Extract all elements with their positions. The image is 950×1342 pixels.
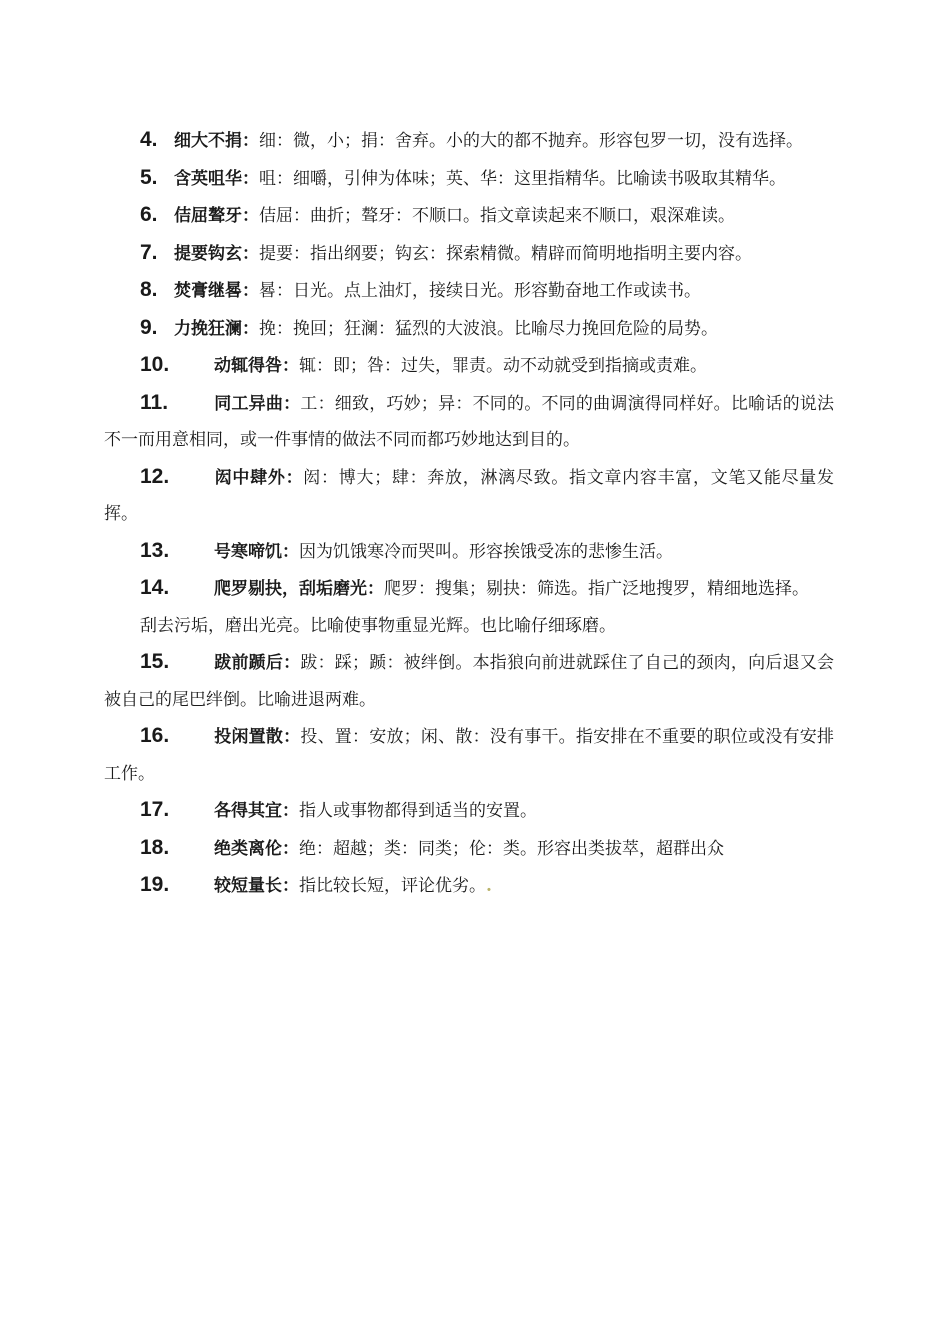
- entry-number: 17.: [140, 798, 170, 821]
- entry-number: 10.: [140, 353, 170, 376]
- idiom-entry-5: [104, 160, 834, 198]
- idiom-term: 焚膏继晷：: [174, 281, 259, 301]
- idiom-definition: 辄：即；咎：过失，罪责。动不动就受到指摘或责难。: [299, 356, 707, 376]
- entry-number: 16.: [140, 724, 170, 747]
- entry-number: 19.: [140, 873, 170, 896]
- idiom-definition: 细：微，小；捐：舍弃。小的大的都不抛弃。形容包罗一切，没有选择。: [259, 131, 803, 151]
- entry-number: 4.: [140, 128, 158, 151]
- idiom-definition: 指比较长短，评论优劣。: [299, 876, 486, 896]
- idiom-definition: 咀：细嚼，引伸为体味；英、华：这里指精华。比喻读书吸取其精华。: [259, 168, 786, 189]
- idiom-list: [104, 122, 834, 905]
- idiom-term: 投闲置散：: [214, 727, 301, 747]
- entry-number: 13.: [140, 538, 170, 562]
- entry-number: 12.: [140, 464, 170, 488]
- idiom-term: 号寒啼饥：: [214, 541, 299, 562]
- entry-number: 18.: [140, 835, 170, 859]
- idiom-definition: 投、置：安放；闲、散：没有事干。指安排在不重要的职位或没有安排工作。: [104, 727, 835, 784]
- entry-number: 9.: [140, 315, 158, 339]
- idiom-definition: 绝：超越；类：同类；伦：类。形容出类拔萃，超群出众: [299, 838, 724, 859]
- idiom-term: 力挽狂澜：: [174, 318, 259, 339]
- idiom-entry-4: [104, 122, 834, 160]
- entry-number: 6.: [140, 203, 158, 226]
- entry-number: 14.: [140, 576, 170, 599]
- idiom-term: 同工异曲：: [214, 393, 301, 414]
- idiom-definition: 晷：日光。点上油灯，接续日光。形容勤奋地工作或读书。: [259, 281, 701, 301]
- entry-number: 8.: [140, 278, 158, 301]
- idiom-term: 佶屈聱牙：: [174, 206, 259, 226]
- idiom-entry-16: [104, 718, 834, 792]
- idiom-entry-6: [104, 197, 834, 235]
- idiom-entry-15: [104, 644, 834, 718]
- idiom-entry-10: [104, 347, 834, 385]
- idiom-entry-17: [104, 792, 834, 830]
- stray-mark: .: [486, 876, 492, 896]
- idiom-entry-7: [104, 235, 834, 273]
- idiom-definition: 佶屈：曲折；聱牙：不顺口。指文章读起来不顺口，艰深难读。: [259, 206, 735, 226]
- entry-number: 11.: [140, 390, 169, 414]
- idiom-term: 各得其宜：: [214, 801, 299, 821]
- idiom-entry-11: [104, 385, 834, 459]
- idiom-term: 动辄得咎：: [214, 356, 299, 376]
- idiom-entry-14: [104, 570, 834, 608]
- idiom-definition: 因为饥饿寒冷而哭叫。形容挨饿受冻的悲惨生活。: [299, 541, 673, 562]
- idiom-definition: 挽：挽回；狂澜：猛烈的大波浪。比喻尽力挽回危险的局势。: [259, 318, 718, 339]
- idiom-term: 提要钩玄：: [174, 243, 259, 264]
- idiom-definition: 爬罗：搜集；剔抉：筛选。指广泛地搜罗，精细地选择。: [384, 579, 809, 599]
- idiom-definition: 提要：指出纲要；钩玄：探索精微。精辟而简明地指明主要内容。: [259, 243, 752, 264]
- idiom-definition: 工：细致，巧妙；异：不同的。不同的曲调演得同样好。比喻话的说法不一而用意相同，或一件事情的做法不同而都巧妙地达到目的。: [104, 393, 835, 450]
- idiom-definition: 指人或事物都得到适当的安置。: [299, 801, 537, 821]
- idiom-term: 跋前踬后：: [214, 653, 301, 673]
- idiom-definition: 跋：踩；踬：被绊倒。本指狼向前进就踩住了自己的颈肉，向后退又会被自己的尾巴绊倒。比喻进退两难。: [104, 653, 835, 710]
- idiom-term: 爬罗剔抉，刮垢磨光：: [214, 579, 384, 599]
- idiom-entry-9: [104, 310, 834, 348]
- idiom-term: 含英咀华：: [174, 168, 259, 189]
- idiom-entry-8: [104, 272, 834, 310]
- idiom-term: 较短量长：: [214, 876, 299, 896]
- entry-number: 7.: [140, 240, 158, 264]
- entry-number: 15.: [140, 650, 170, 673]
- idiom-entry-13: [104, 533, 834, 571]
- idiom-entry-19: [104, 867, 834, 905]
- idiom-term: 绝类离伦：: [214, 838, 299, 859]
- idiom-entry-18: [104, 830, 834, 868]
- idiom-entry-14-continuation: 刮去污垢，磨出光亮。比喻使事物重显光辉。也比喻仔细琢磨。: [140, 615, 616, 636]
- idiom-term: 细大不捐：: [174, 131, 259, 151]
- entry-number: 5.: [140, 165, 158, 189]
- idiom-entry-12: [104, 459, 834, 533]
- idiom-term: 闳中肆外：: [214, 467, 304, 488]
- idiom-definition: 闳：博大；肆：奔放，淋漓尽致。指文章内容丰富，文笔又能尽量发挥。: [104, 467, 835, 524]
